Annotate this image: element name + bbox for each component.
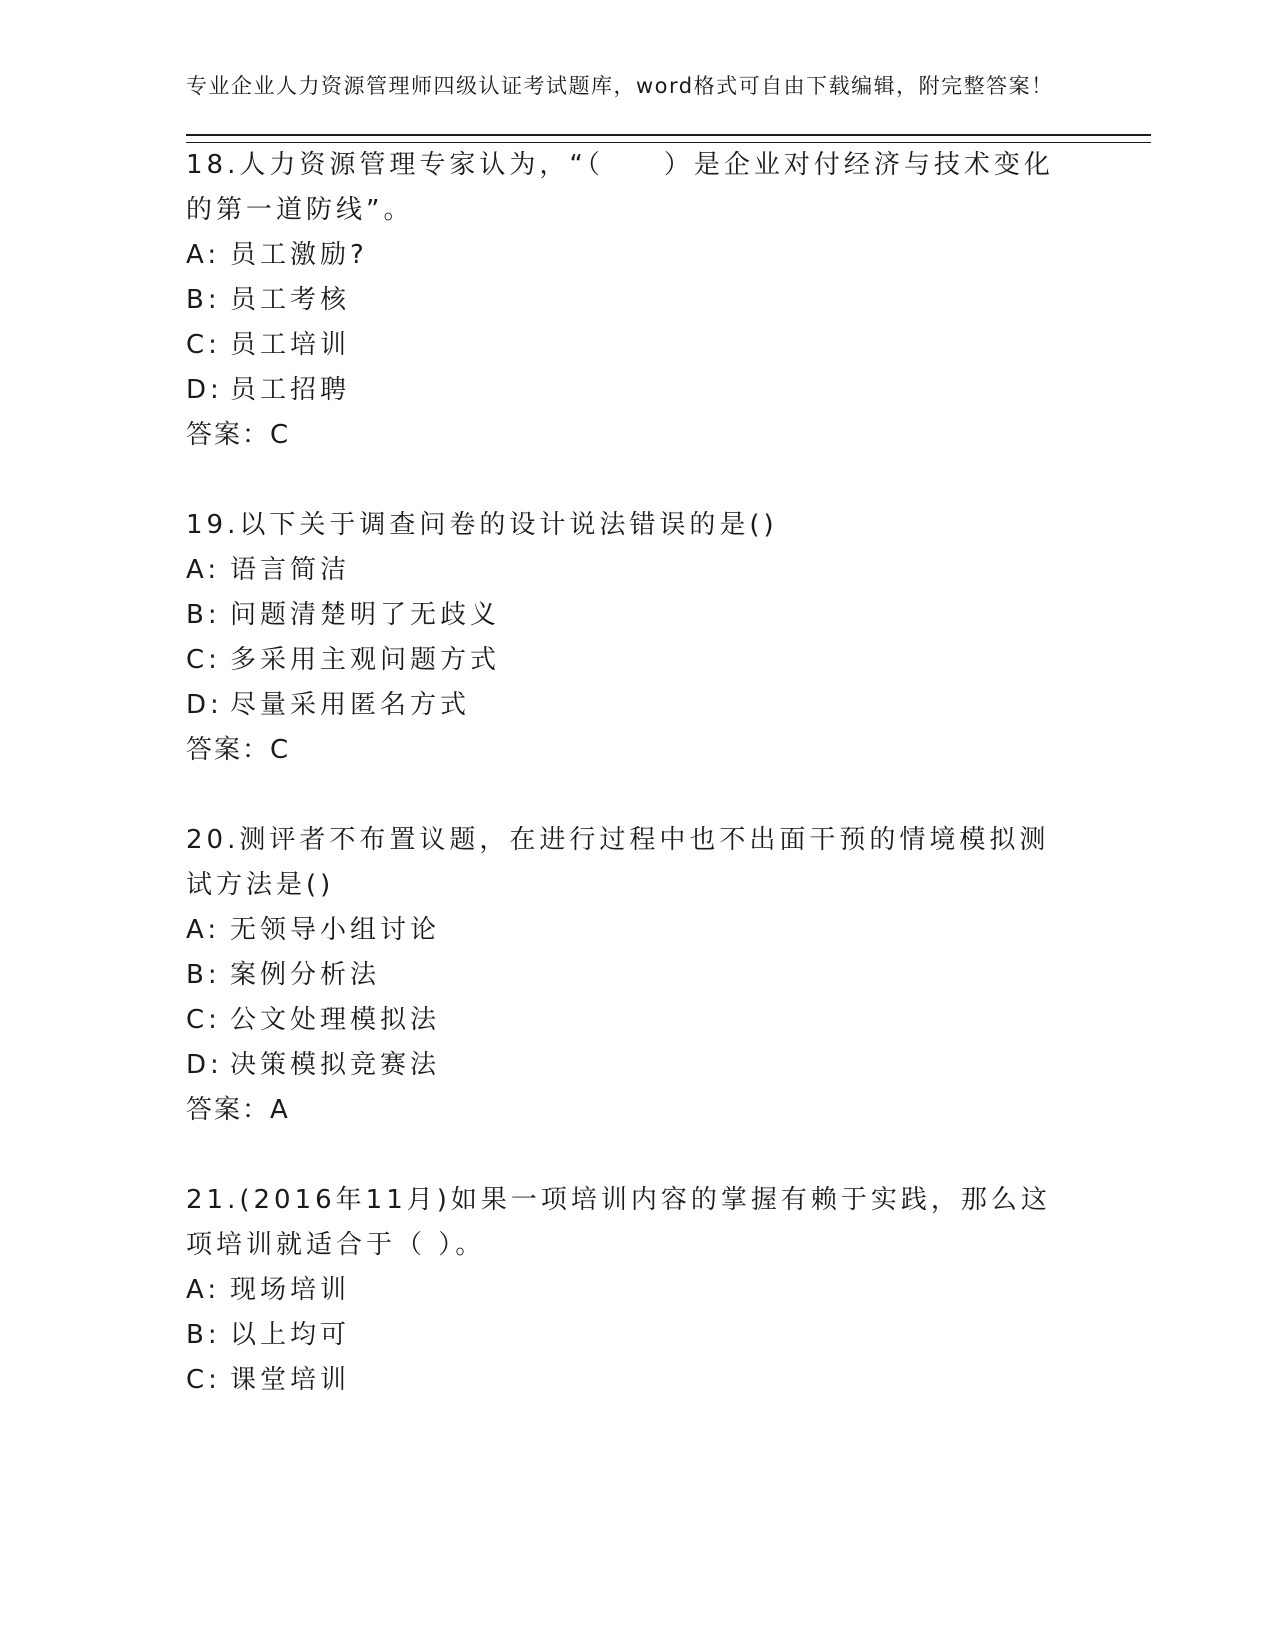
option-letter: A: <box>186 555 221 585</box>
option-letter: D: <box>186 375 223 405</box>
header-divider <box>186 134 1151 143</box>
option-c <box>186 323 1151 368</box>
question-text: 19.以下关于调查问卷的设计说法错误的是() <box>186 510 778 540</box>
option-d <box>186 683 1151 728</box>
option-letter: D: <box>186 690 223 720</box>
option-letter: B: <box>186 960 221 990</box>
option-letter: C: <box>186 1365 221 1395</box>
option-letter: C: <box>186 330 221 360</box>
option-b <box>186 953 1151 998</box>
answer-value: C <box>270 420 290 450</box>
option-letter: C: <box>186 1005 221 1035</box>
option-text: 公文处理模拟法 <box>230 1005 441 1035</box>
option-a <box>186 908 1151 953</box>
option-c <box>186 998 1151 1043</box>
option-text: 案例分析法 <box>230 960 381 990</box>
option-a <box>186 233 1151 278</box>
option-text: 员工考核 <box>230 285 351 315</box>
answer-value: A <box>270 1095 289 1125</box>
option-text: 多采用主观问题方式 <box>230 645 501 675</box>
option-text: 语言简洁 <box>230 555 351 585</box>
option-b <box>186 278 1151 323</box>
option-c <box>186 1358 1151 1403</box>
option-b <box>186 593 1151 638</box>
option-text: 员工激励? <box>230 240 368 270</box>
option-text: 现场培训 <box>230 1275 351 1305</box>
question-text: 21.(2016年11月)如果一项培训内容的掌握有赖于实践，那么这项培训就适合于（ ）。 <box>186 1185 1051 1260</box>
option-letter: A: <box>186 240 221 270</box>
option-letter: A: <box>186 915 221 945</box>
option-text: 以上均可 <box>230 1320 351 1350</box>
answer-label: 答案： <box>186 420 271 450</box>
option-letter: A: <box>186 1275 221 1305</box>
question-19 <box>186 503 1151 773</box>
answer-label: 答案： <box>186 735 271 765</box>
option-letter: B: <box>186 600 221 630</box>
document-page <box>186 70 1151 1403</box>
answer-value: C <box>270 735 290 765</box>
option-d <box>186 368 1151 413</box>
question-text: 18.人力资源管理专家认为，“（ ）是企业对付经济与技术变化的第一道防线”。 <box>186 150 1054 225</box>
option-c <box>186 638 1151 683</box>
answer-label: 答案： <box>186 1095 271 1125</box>
option-a <box>186 1268 1151 1313</box>
option-letter: B: <box>186 1320 221 1350</box>
option-text: 决策模拟竞赛法 <box>230 1050 441 1080</box>
option-d <box>186 1043 1151 1088</box>
document-header: 专业企业人力资源管理师四级认证考试题库，word格式可自由下载编辑，附完整答案！ <box>186 74 1054 98</box>
option-letter: B: <box>186 285 221 315</box>
option-text: 员工招聘 <box>230 375 351 405</box>
answer-line <box>186 413 1151 458</box>
answer-line <box>186 728 1151 773</box>
option-text: 无领导小组讨论 <box>230 915 441 945</box>
question-text: 20.测评者不布置议题，在进行过程中也不出面干预的情境模拟测试方法是() <box>186 825 1050 900</box>
option-a <box>186 548 1151 593</box>
option-b <box>186 1313 1151 1358</box>
option-letter: D: <box>186 1050 223 1080</box>
question-20 <box>186 818 1151 1133</box>
option-text: 课堂培训 <box>230 1365 351 1395</box>
option-text: 问题清楚明了无歧义 <box>230 600 501 630</box>
question-18 <box>186 143 1151 458</box>
option-text: 员工培训 <box>230 330 351 360</box>
answer-line <box>186 1088 1151 1133</box>
question-21 <box>186 1178 1151 1403</box>
option-letter: C: <box>186 645 221 675</box>
option-text: 尽量采用匿名方式 <box>230 690 471 720</box>
